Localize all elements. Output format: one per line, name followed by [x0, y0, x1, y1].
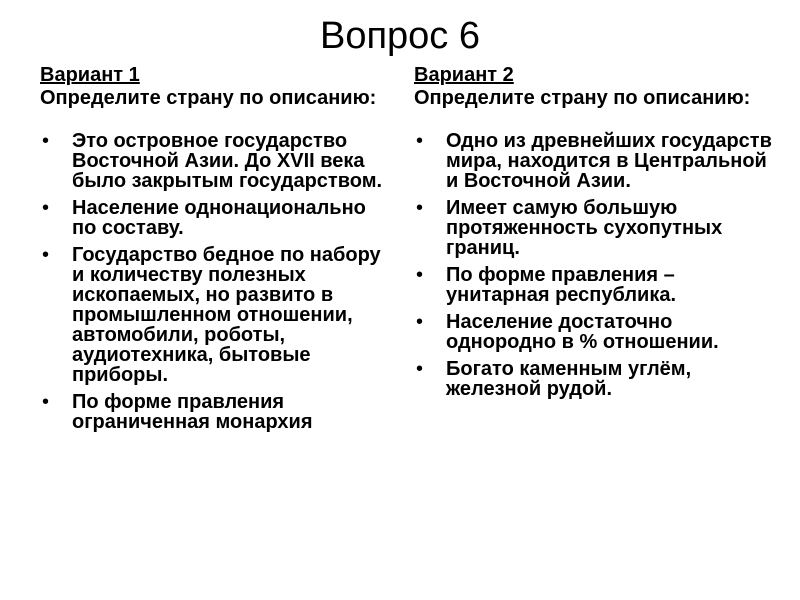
bullet-dot-icon: • [416, 311, 424, 333]
bullet-text: Население однонационально по составу. [72, 197, 366, 239]
variant-1-heading: Вариант 1 [40, 64, 140, 86]
variant-2-intro: Определите страну по описанию: [414, 87, 751, 109]
bullet-dot-icon: • [42, 391, 50, 413]
bullet-dot-icon: • [42, 197, 50, 219]
bullet-dot-icon: • [416, 358, 424, 380]
bullet-text: По форме правления – унитарная республика. [446, 264, 677, 306]
bullet-item [414, 265, 774, 305]
bullet-dot-icon: • [42, 244, 50, 266]
variant-1-intro: Определите страну по описанию: [40, 87, 377, 109]
variant-1-column [40, 64, 395, 439]
bullet-item [414, 359, 774, 399]
variant-2-heading: Вариант 2 [414, 64, 514, 86]
bullet-item [40, 198, 395, 238]
variant-2-bullet-list [414, 131, 774, 399]
bullet-text: Население достаточно однородно в % отношении. [446, 311, 719, 353]
bullet-text: Это островное государство Восточной Азии. До XVII века было закрытым государством. [72, 130, 383, 192]
bullet-dot-icon: • [416, 197, 424, 219]
bullet-dot-icon: • [416, 130, 424, 152]
variant-1-bullet-list [40, 131, 395, 432]
slide-title: Вопрос 6 [319, 15, 480, 57]
bullet-item [414, 198, 774, 258]
bullet-item [40, 392, 395, 432]
bullet-dot-icon: • [42, 130, 50, 152]
bullet-text: По форме правления ограниченная монархия [72, 391, 313, 433]
bullet-item [414, 131, 774, 191]
bullet-text: Одно из древнейших государств мира, находится в Центральной и Восточной Азии. [446, 130, 772, 192]
bullet-text: Государство бедное по набору и количеству полезных ископаемых, но развито в промышленном отношении, автомобили, роботы, аудиотехника, бытовые приборы. [72, 244, 381, 386]
bullet-item [414, 312, 774, 352]
variant-2-column [414, 64, 774, 406]
bullet-text: Имеет самую большую протяженность сухопутных границ. [446, 197, 723, 259]
bullet-text: Богато каменным углём, железной рудой. [446, 358, 692, 400]
bullet-dot-icon: • [416, 264, 424, 286]
bullet-item [40, 131, 395, 191]
bullet-item [40, 245, 395, 385]
